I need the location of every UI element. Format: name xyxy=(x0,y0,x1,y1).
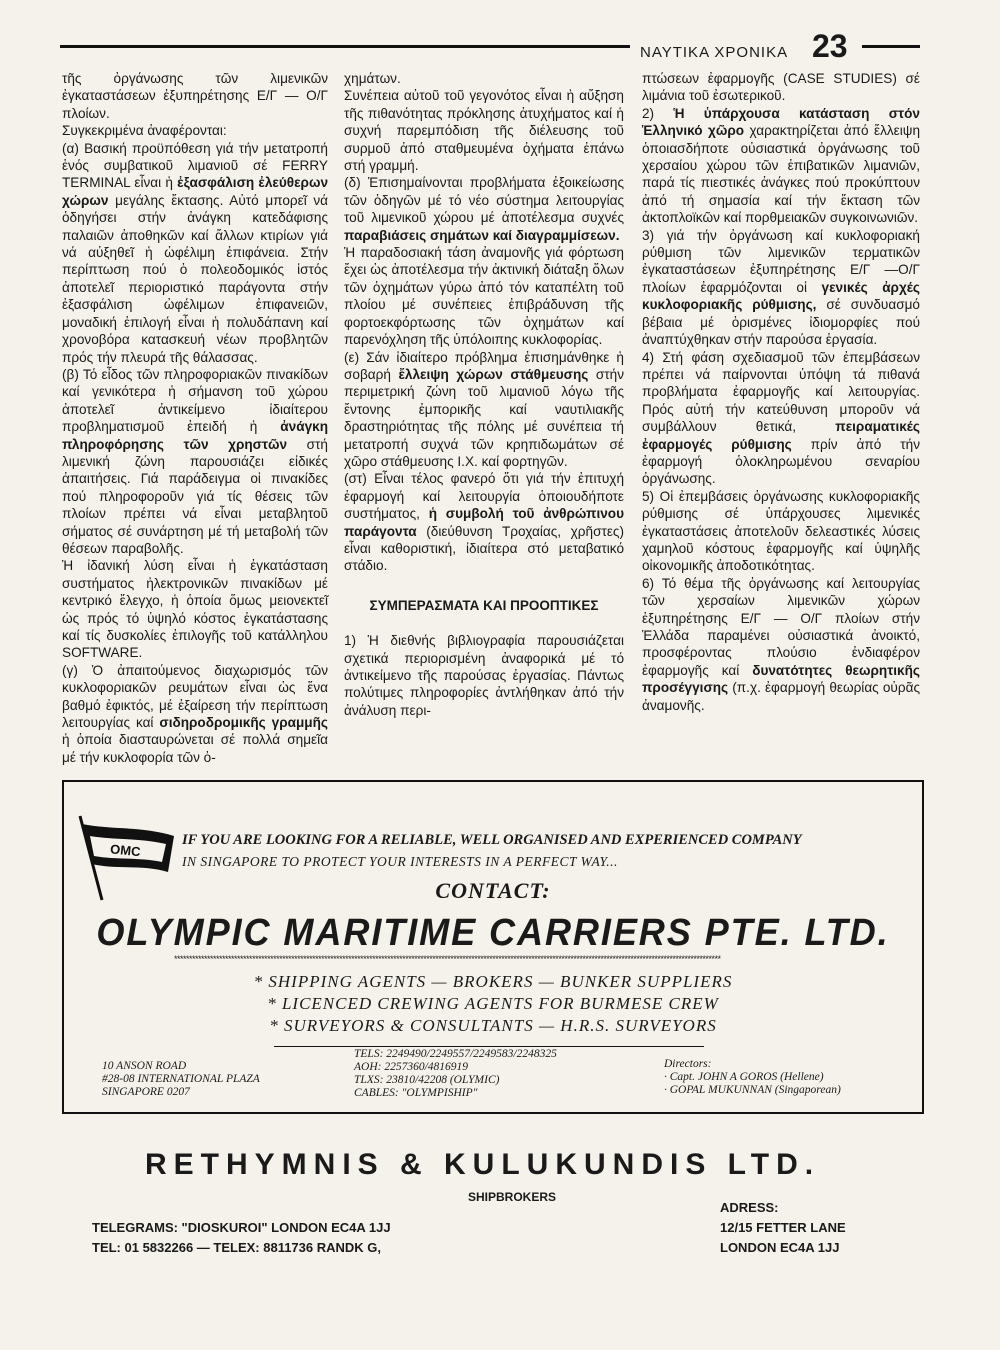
ad-service-line: * SURVEYORS & CONSULTANTS — H.R.S. SURVEYORS xyxy=(269,1016,717,1035)
paragraph: (δ) Ἐπισημαίνονται προβλήματα ἐξοικείωσης τῶν ὁδηγῶν μέ τό νέο σύστημα λειτουργίας τοῦ λιμενικοῦ χώρου μέ ἀποτέλεσμα συχνές παραβιάσεις σημάτων καί διαγραμμίσεων. xyxy=(344,175,624,243)
paragraph: 4) Στή φάση σχεδιασμοῦ τῶν ἐπεμβάσεων πρέπει νά παίρνονται ὑπόψη τά πιθανά προβλήματα ἐφαρμογῆς καί λειτουργίας. Πρός αὐτή τήν κατεύθυνση μποροῦν νά συμβάλλουν θετικά, πειραματικές ἐφαρμογές ρύθμισης πρίν ἀπό τήν ἐφαρμογή ὁλοκληρωμένου σεναρίου ὀργάνωσης. xyxy=(642,349,920,487)
paragraph: Συνέπεια αὐτοῦ τοῦ γεγονότος εἶναι ἡ αὔξηση τῆς πιθανότητας πρόκλησης ἀτυχήματος καί ἡ συχνή παρεμπόδιση τῆς διέλευσης τοῦ συρμοῦ ἀπό σταθμευμένα ὀχήματα ἐπάνω στή γραμμή. xyxy=(344,88,624,174)
paragraph: (ε) Σάν ἰδιαίτερο πρόβλημα ἐπισημάνθηκε ἡ σοβαρή ἔλλειψη χώρων στάθμευσης στήν περιμετρική ζώνη τοῦ λιμανιοῦ λόγω τῆς ἔντονης ἐμπορικῆς καί ναυτιλιακῆς δραστηριότητας τῆς πόλης μέ συνέπεια τή μετατροπή συχνά τῶν κρηπιδωμάτων σέ χῶρο στάθμευσης Ι.Χ. καί φορτηγῶν. xyxy=(344,349,625,469)
article-column-3 xyxy=(642,70,920,714)
ad-service-line: * LICENCED CREWING AGENTS FOR BURMESE CREW xyxy=(267,994,719,1013)
ad-contact-heading: CONTACT: xyxy=(435,878,551,903)
advertisement-box xyxy=(62,780,924,1114)
shipbroker-contact: TELEGRAMS: "DIOSKUROI" LONDON EC4A 1JJ TEL: 01 5832266 — TELEX: 8811736 RANDK G, xyxy=(92,1220,391,1255)
ad-lead-line-1: IF YOU ARE LOOKING FOR A RELIABLE, WELL ORGANISED AND EXPERIENCED COMPANY xyxy=(182,832,802,848)
paragraph: (στ) Εἶναι τέλος φανερό ὅτι γιά τήν ἐπιτυχή ἐφαρμογή καί λειτουργία ὁποιουδήποτε συστήματος, ἡ συμβολή τοῦ ἀνθρώπινου παράγοντα (διεύθυνση Τροχαίας, χρῆστες) εἶναι καθοριστική, ἰδιαίτερα στό μεταβατικό στάδιο. xyxy=(344,471,624,574)
paragraph: 5) Οἱ ἐπεμβάσεις ὀργάνωσης κυκλοφοριακῆς ρύθμισης σέ ὑπάρχουσες λιμενικές ἐγκαταστάσεις ἀποτελοῦν δελεαστικές λύσεις χαμηλοῦ κόστους ἐφαρμογῆς καί ὑψηλῆς οἰκονομικῆς ἀποδοτικότητας. xyxy=(642,488,920,574)
ad-directors: Directors: · Capt. JOHN A GOROS (Hellene) · GOPAL MUKUNNAN (Singaporean) xyxy=(664,1058,841,1096)
ad-divider-line xyxy=(274,1046,704,1047)
section-heading: ΣΥΜΠΕΡΑΣΜΑΤΑ ΚΑΙ ΠΡΟΟΠΤΙΚΕΣ xyxy=(369,597,599,613)
paragraph: Ἡ ἰδανική λύση εἶναι ἡ ἐγκατάσταση συστήματος ἠλεκτρονικῶν πινακίδων μέ κεντρικό ἔλεγχο, ἡ ὁποία ὅμως μειονεκτεῖ ὡς πρός τό ὑψηλό κόστος ἐγκατάστασης καί τίς δυσκολίες ἐπιλογῆς τοῦ κατάλληλου SOFTWARE. xyxy=(62,558,328,661)
paragraph: (β) Τό εἶδος τῶν πληροφοριακῶν πινακίδων καί γενικότερα ἡ σήμανση τοῦ χώρου ἀποτελεῖ ἀντικείμενο ἰδιαίτερου προβληματισμοῦ ἐπειδή ἡ ἀνάγκη πληροφόρησης τῶν χρηστῶν στή λιμενική ζώνη παρουσιάζει εἰδικές ἀπαιτήσεις. Γιά παράδειγμα οἱ πινακίδες πού πληροφοροῦν γιά τίς θέσεις τῶν πλοίων πρέπει νά εἶναι μεταβλητοῦ σήματος σέ συνάρτηση μέ τή μεταβολή τῶν θέσεων παραβολῆς. xyxy=(62,366,329,556)
magazine-name: ΝΑΥΤΙΚΑ ΧΡΟΝΙΚΑ xyxy=(640,44,789,61)
shipbroker-subtitle: SHIPBROKERS xyxy=(468,1190,557,1204)
ad-telecom: TELS: 2249490/2249557/2249583/2248325 AOH: 2257360/4816919 TLXS: 23810/42208 (OLYMIC) CABLES: "OLYMPISHIP" xyxy=(354,1048,557,1099)
shipbroker-name: RETHYMNIS & KULUKUNDIS LTD. xyxy=(145,1148,821,1181)
paragraph: τῆς ὀργάνωσης τῶν λιμενικῶν ἐγκαταστάσεων ἐξυπηρέτησης Ε/Γ — Ο/Γ πλοίων. xyxy=(62,71,328,121)
paragraph: χημάτων. xyxy=(344,71,401,86)
paragraph: 3) γιά τήν ὀργάνωση καί κυκλοφοριακή ρύθμιση τῶν λιμενικῶν τερματικῶν ἐγκαταστάσεων ἐξυπηρέτησης Ε/Γ —Ο/Γ πλοίων ἐφαρμόζονται οἱ γενικές ἀρχές κυκλοφοριακῆς ρύθμισης, σέ συνδυασμό βέβαια μέ ὁρισμένες ἰδιομορφίες πού ἀναπτύχθηκαν στήν παρούσα ἐργασία. xyxy=(642,227,920,348)
paragraph: 1) Ἡ διεθνής βιβλιογραφία παρουσιάζεται σχετικά περιορισμένη ἀναφορικά μέ τό ἀντικείμενο τῆς παρούσας ἐργασίας. Πάντως πολύτιμες πληροφορίες ἀντλήθηκαν ἀπό τήν ἀνάλυση περι- xyxy=(344,633,624,718)
header-rule-right xyxy=(862,45,920,48)
ad-address: 10 ANSON ROAD #28-08 INTERNATIONAL PLAZA SINGAPORE 0207 xyxy=(102,1060,260,1098)
ad-lead-line-2: IN SINGAPORE TO PROTECT YOUR INTERESTS IN A PERFECT WAY... xyxy=(182,854,618,869)
paragraph: 6) Τό θέμα τῆς ὀργάνωσης καί λειτουργίας τῶν χερσαίων λιμενικῶν χώρων ἐξυπηρέτησης Ε/Γ — Ο/Γ πλοίων στήν Ἑλλάδα παραμένει οὐσιαστικά ἀνοικτό, προσφέροντας πλούσιο ἐνδιαφέρον ἐφαρμογῆς καί δυνατότητες θεωρητικῆς προσέγγισης (π.χ. ἐφαρμογή θεωρίας οὐρᾶς ἀναμονῆς. xyxy=(642,575,920,713)
shipbroker-address: ADRESS: 12/15 FETTER LANE LONDON EC4A 1JJ xyxy=(720,1200,846,1255)
ad-company-name: OLYMPIC MARITIME CARRIERS PTE. LTD. xyxy=(96,912,890,954)
article-column-1 xyxy=(62,70,328,766)
ad-service-line: * SHIPPING AGENTS — BROKERS — BUNKER SUPPLIERS xyxy=(253,972,733,991)
paragraph: Ἡ παραδοσιακή τάση ἀναμονῆς γιά φόρτωση ἔχει ὡς ἀποτέλεσμα τήν ἀκτινική διάταξη ὅλων τῶν ὀχημάτων γύρω ἀπό τόν καταπέλτη τοῦ πλοίου μέ συνέπειες ἐπιβράδυνση τῆς φορτοεκφόρτωσης τῶν ὀχημάτων καί παρενόχληση τῆς ὑπόλοιπης κυκλοφορίας. xyxy=(344,245,624,348)
paragraph: (α) Βασική προϋπόθεση γιά τήν μετατροπή ἑνός συμβατικοῦ λιμανιοῦ σέ FERRY TERMINAL εἶναι ἡ ἐξασφάλιση ἐλεύθερων χώρων μεγάλης ἔκτασης. Αὐτό μπορεῖ νά ὁδηγήσει στήν ἀνάγκη κατεδάφισης παλαιῶν ἀποθηκῶν καί ἄλλων κτιρίων γιά νά αὐξηθεῖ ἡ ὠφέλιμη ἐπιφάνεια. Στήν περίπτωση πού ὁ πολεοδομικός ἱστός ἀποτελεῖ περιοριστικό παράγοντα στήν ἐξασφάλιση ὠφέλιμων ἐπιφανειῶν, μοναδική ἐπιλογή εἶναι ἡ πολυδάπανη καί χρονοβόρα κατασκευή νέων προβλητῶν πρός τήν πλευρά τῆς θάλασσας. xyxy=(62,140,329,365)
paragraph: πτώσεων ἐφαρμογῆς (CASE STUDIES) σέ λιμάνια τοῦ ἐσωτερικοῦ. xyxy=(642,71,920,104)
paragraph: Συγκεκριμένα ἀναφέρονται: xyxy=(62,123,227,139)
flag-logo-text: OMC xyxy=(109,841,142,860)
header-rule-left xyxy=(60,45,630,48)
paragraph: 2) Ἡ ὑπάρχουσα κατάσταση στόν Ἑλληνικό χῶρο χαρακτηρίζεται ἀπό ἔλλειψη ὁποιασδήποτε οὐσιαστικά ὀργάνωσης τοῦ χερσαίου χώρου τῶν ἐπιβατικῶν λιμανιῶν, παρά τίς πιεστικές ἀνάγκες πού προκύπτουν ἀπό τή σημασία καί τήν ἔκταση τῶν ἀκτοπλοϊκῶν καί πορθμειακῶν συγκοινωνιῶν. xyxy=(642,105,920,226)
article-column-2 xyxy=(344,70,624,719)
asterisk-divider: ************************************************************************************************************************************************************************************** xyxy=(174,954,721,964)
paragraph: (γ) Ὁ ἀπαιτούμενος διαχωρισμός τῶν κυκλοφοριακῶν ρευμάτων εἶναι ὡς ἕνα βαθμό ἐφικτός, μέ ἐξαίρεση τήν περίπτωση λειτουργίας καί σιδηροδρομικῆς γραμμῆς ἡ ὁποία διασταυρώνεται σέ πολλά σημεῖα μέ τήν κυκλοφορία τῶν ὀ- xyxy=(62,662,328,765)
page-number: 23 xyxy=(812,28,848,64)
